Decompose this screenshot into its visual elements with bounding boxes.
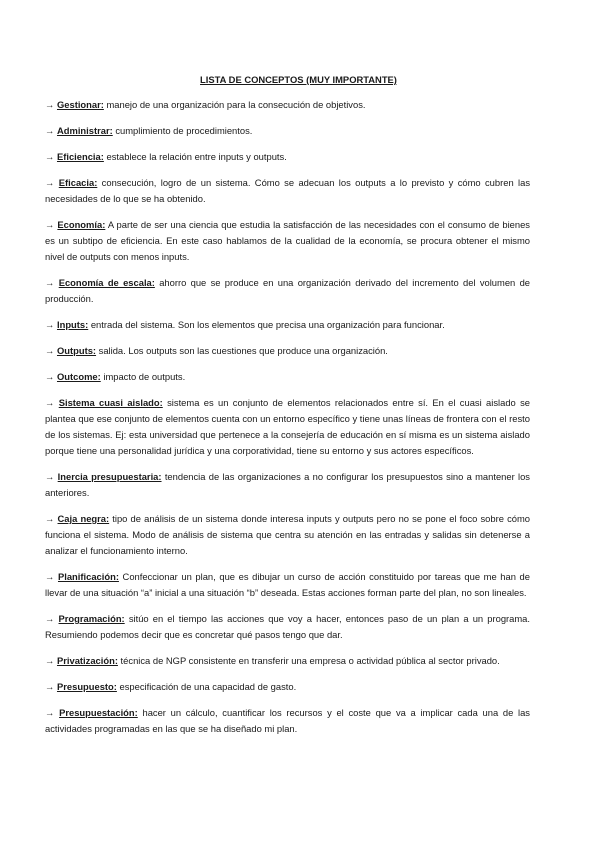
concept-term: Outputs: bbox=[56, 345, 97, 356]
concept-term: Administrar: bbox=[56, 125, 113, 136]
concept-term: Economía de escala: bbox=[58, 277, 155, 288]
arrow-icon: → bbox=[45, 707, 55, 718]
concept-definition: ahorro que se produce en una organización derivado del incremento del volumen de producción. bbox=[45, 277, 531, 304]
concept-definition: establece la relación entre inputs y outputs. bbox=[103, 151, 287, 162]
concept-entry bbox=[45, 149, 530, 165]
concept-term: Economía: bbox=[57, 219, 106, 230]
concept-entry bbox=[45, 469, 530, 501]
arrow-icon: → bbox=[45, 371, 55, 382]
arrow-icon: → bbox=[45, 177, 55, 188]
concept-term: Sistema cuasi aislado: bbox=[58, 397, 163, 408]
concept-definition: entrada del sistema. Son los elementos que precisa una organización para funcionar. bbox=[88, 319, 445, 330]
arrow-icon: → bbox=[45, 513, 55, 524]
concept-definition: tipo de análisis de un sistema donde interesa inputs y outputs pero no se pone el foco sobre cómo funciona el sistema. Modo de análisis de sistema que centra su atención en las entradas y salidas sin detenerse a analizar el funcionamiento interno. bbox=[45, 513, 531, 556]
concept-term: Inercia presupuestaria: bbox=[57, 471, 162, 482]
concept-entry bbox=[45, 653, 530, 669]
concept-entry bbox=[45, 97, 530, 113]
concept-definition: sitúo en el tiempo las acciones que voy a hacer, entonces paso de un plan a un programa. Resumiendo podemos decir que es concretar qué pasos tengo que dar. bbox=[45, 613, 530, 640]
concept-entry bbox=[45, 217, 530, 265]
concept-term: Eficacia: bbox=[58, 177, 98, 188]
concept-definition: hacer un cálculo, cuantificar los recursos y el coste que va a implicar cada una de las actividades programadas en las que se ha diseñado mi plan. bbox=[45, 707, 530, 734]
concept-term: Eficiencia: bbox=[56, 151, 104, 162]
concept-entry bbox=[45, 343, 530, 359]
concept-definition: sistema es un conjunto de elementos relacionados entre sí. En el cuasi aislado se plantea que ese conjunto de elementos cuenta con un entorno específico y tiene unas líneas de frontera con el resto de los sistemas. Ej: esta universidad que pertenece a la consejería de educación en sí misma es un sistema aislado porque tiene una personalidad jurídica y una corporatividad, tiene su entorno y sus actores específicos. bbox=[45, 397, 530, 456]
concept-term: Presupuestación: bbox=[59, 707, 138, 718]
arrow-icon: → bbox=[45, 125, 55, 136]
document-title: LISTA DE CONCEPTOS (MUY IMPORTANTE) bbox=[200, 74, 397, 85]
concept-definition: técnica de NGP consistente en transferir una empresa o actividad pública al sector privado. bbox=[117, 655, 500, 666]
concept-definition: especificación de una capacidad de gasto. bbox=[116, 681, 297, 692]
concept-entry bbox=[45, 679, 530, 695]
concept-term: Programación: bbox=[58, 613, 125, 624]
arrow-icon: → bbox=[45, 219, 55, 230]
arrow-icon: → bbox=[45, 613, 55, 624]
concept-term: Inputs: bbox=[56, 319, 89, 330]
arrow-icon: → bbox=[45, 277, 55, 288]
concept-entry bbox=[45, 275, 530, 307]
arrow-icon: → bbox=[45, 319, 55, 330]
concept-definition: manejo de una organización para la consecución de objetivos. bbox=[103, 99, 366, 110]
arrow-icon: → bbox=[45, 151, 55, 162]
arrow-icon: → bbox=[45, 681, 55, 692]
concept-definition: tendencia de las organizaciones a no configurar los presupuestos sino a mantener los anteriores. bbox=[45, 471, 530, 498]
concept-term: Gestionar: bbox=[56, 99, 104, 110]
arrow-icon: → bbox=[45, 471, 55, 482]
concept-entry bbox=[45, 511, 530, 559]
concept-entry bbox=[45, 123, 530, 139]
arrow-icon: → bbox=[45, 655, 55, 666]
concept-entry bbox=[45, 395, 530, 459]
concept-entry bbox=[45, 611, 530, 643]
concept-definition: impacto de outputs. bbox=[100, 371, 186, 382]
arrow-icon: → bbox=[45, 397, 55, 408]
concept-term: Outcome: bbox=[56, 371, 101, 382]
concept-definition: salida. Los outputs son las cuestiones que produce una organización. bbox=[96, 345, 388, 356]
concept-definition: A parte de ser una ciencia que estudia la satisfacción de las necesidades con el consumo de bienes es un subtipo de eficiencia. En este caso hablamos de la cualidad de la economía, se procura obtener el mismo nivel de outputs con menos inputs. bbox=[45, 219, 530, 262]
arrow-icon: → bbox=[45, 571, 55, 582]
concept-entry bbox=[45, 317, 530, 333]
concept-entry bbox=[45, 569, 530, 601]
concept-definition: consecución, logro de un sistema. Cómo se adecuan los outputs a lo previsto y cómo cubren las necesidades de lo que se ha obtenido. bbox=[45, 177, 531, 204]
concept-entry bbox=[45, 369, 530, 385]
concept-entry bbox=[45, 175, 530, 207]
concept-list bbox=[45, 97, 530, 737]
concept-term: Presupuesto: bbox=[56, 681, 117, 692]
concept-term: Planificación: bbox=[57, 571, 119, 582]
concept-definition: Confeccionar un plan, que es dibujar un curso de acción constituido por tareas que me han de llevar de una situación “a” inicial a una situación “b” deseada. Estas acciones forman parte del plan, no son lineales. bbox=[45, 571, 530, 598]
arrow-icon: → bbox=[45, 99, 55, 110]
concept-entry bbox=[45, 705, 530, 737]
concept-definition: cumplimiento de procedimientos. bbox=[112, 125, 253, 136]
concept-term: Caja negra: bbox=[57, 513, 110, 524]
arrow-icon: → bbox=[45, 345, 55, 356]
concept-term: Privatización: bbox=[56, 655, 118, 666]
